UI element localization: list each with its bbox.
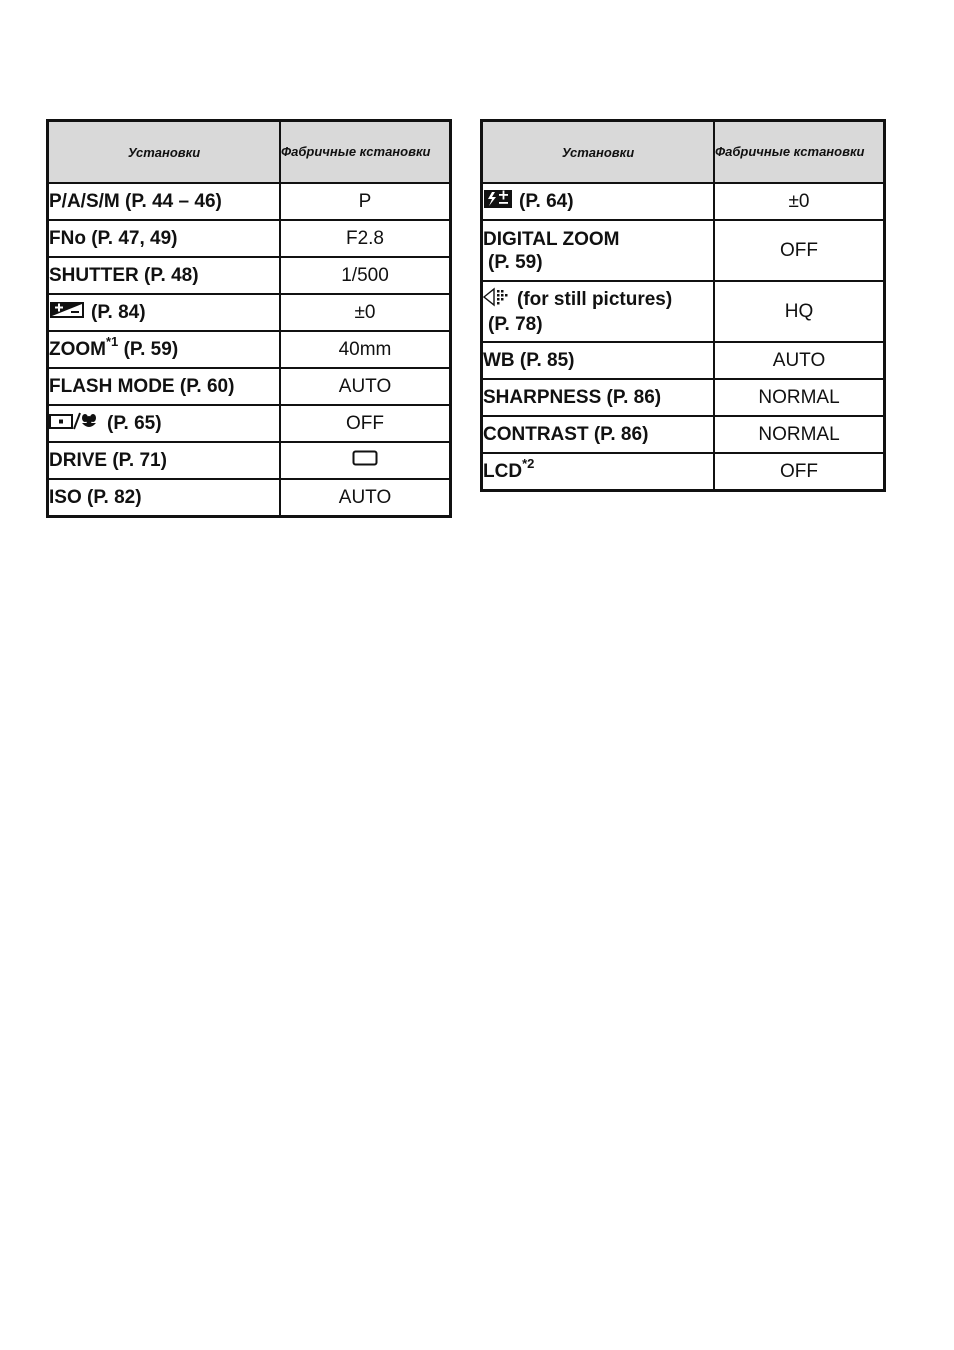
table-row xyxy=(48,405,451,442)
row-label-cell xyxy=(482,183,715,220)
row-label-page: (P. 59) xyxy=(123,339,179,360)
row-label: DRIVE (P. 71) xyxy=(48,442,281,479)
row-label-page: (P. 59) xyxy=(488,251,543,273)
table-row xyxy=(48,220,451,257)
row-value: NORMAL xyxy=(714,379,885,416)
row-value: 40mm xyxy=(280,331,451,368)
row-label: FNo (P. 47, 49) xyxy=(48,220,281,257)
row-value: AUTO xyxy=(714,342,885,379)
row-value-cell xyxy=(280,442,451,479)
row-value: AUTO xyxy=(280,479,451,517)
row-label: LCD xyxy=(483,461,523,482)
exposure-compensation-icon xyxy=(49,301,85,325)
row-label-page: (P. 78) xyxy=(488,314,543,335)
flash-intensity-icon xyxy=(483,189,513,215)
row-label-cell xyxy=(48,294,281,331)
table-row xyxy=(482,220,885,281)
row-label-cell xyxy=(482,220,715,281)
row-label: ZOOM xyxy=(49,339,106,360)
header-setting: Установки xyxy=(482,121,715,184)
row-value: F2.8 xyxy=(280,220,451,257)
row-label-cell xyxy=(482,281,715,342)
row-value: OFF xyxy=(714,220,885,281)
table-row xyxy=(482,183,885,220)
header-setting: Установки xyxy=(48,121,281,184)
table-row xyxy=(482,453,885,491)
record-mode-icon xyxy=(483,287,511,313)
row-label-cell xyxy=(48,405,281,442)
row-label: DIGITAL ZOOM xyxy=(483,228,620,250)
single-frame-icon xyxy=(352,450,378,471)
row-label: ISO (P. 82) xyxy=(48,479,281,517)
table-row xyxy=(48,479,451,517)
row-label: P/A/S/M (P. 44 – 46) xyxy=(48,183,281,220)
footnote-marker: *1 xyxy=(106,333,119,349)
row-label-cell xyxy=(48,331,281,368)
row-value: ±0 xyxy=(280,294,451,331)
row-label: SHUTTER (P. 48) xyxy=(48,257,281,294)
table-row xyxy=(48,368,451,405)
row-label: (for still pictures) xyxy=(517,289,673,311)
table-row xyxy=(48,257,451,294)
table-row xyxy=(482,281,885,342)
header-default: Фабричные кстановки xyxy=(280,121,451,184)
header-default: Фабричные кстановки xyxy=(714,121,885,184)
row-value: OFF xyxy=(280,405,451,442)
table-row xyxy=(482,342,885,379)
table-row xyxy=(482,416,885,453)
row-value: 1/500 xyxy=(280,257,451,294)
settings-table-right xyxy=(480,119,886,492)
row-label: (P. 64) xyxy=(519,190,574,212)
row-value: AUTO xyxy=(280,368,451,405)
settings-table-left xyxy=(46,119,452,518)
row-value: OFF xyxy=(714,453,885,491)
row-label: FLASH MODE (P. 60) xyxy=(48,368,281,405)
table-row xyxy=(48,442,451,479)
row-value: HQ xyxy=(714,281,885,342)
row-value: NORMAL xyxy=(714,416,885,453)
row-label: CONTRAST (P. 86) xyxy=(482,416,715,453)
table-row xyxy=(482,379,885,416)
row-label: (P. 65) xyxy=(107,412,162,434)
row-label: (P. 84) xyxy=(91,301,146,323)
row-value: ±0 xyxy=(714,183,885,220)
row-label-cell xyxy=(482,453,715,491)
table-row xyxy=(48,331,451,368)
row-value: P xyxy=(280,183,451,220)
table-row xyxy=(48,294,451,331)
row-label: SHARPNESS (P. 86) xyxy=(482,379,715,416)
table-row xyxy=(48,183,451,220)
row-label: WB (P. 85) xyxy=(482,342,715,379)
footnote-marker: *2 xyxy=(522,455,535,471)
spot-macro-icon xyxy=(49,412,101,436)
